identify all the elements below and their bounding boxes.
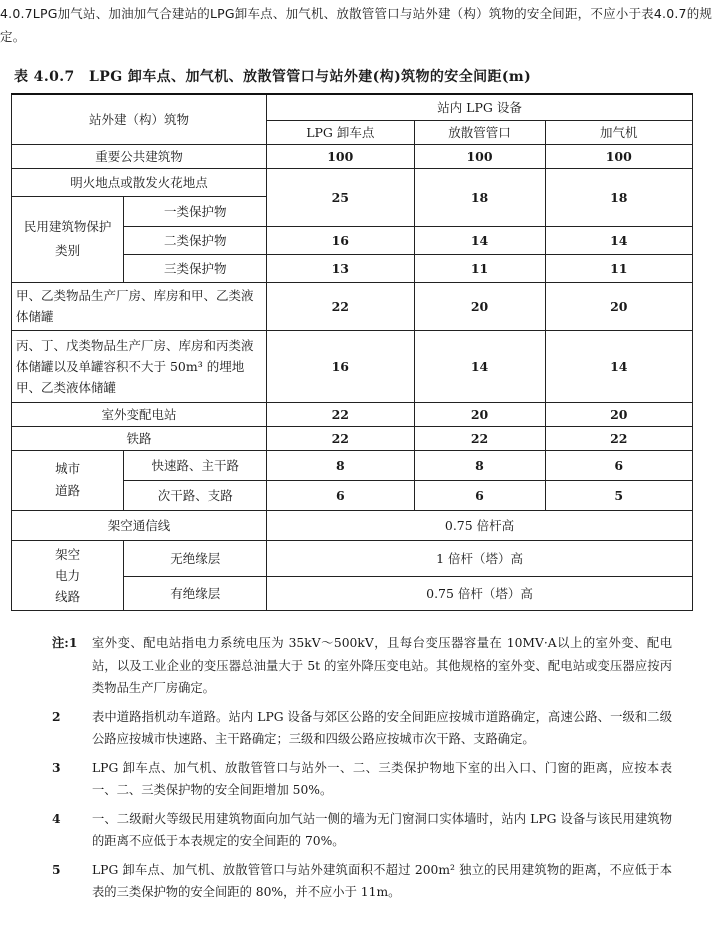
header-col-unloading: LPG 卸车点 bbox=[267, 120, 414, 144]
cell-value: 8 bbox=[414, 450, 545, 480]
note-text: LPG 卸车点、加气机、放散管管口与站外建筑面积不超过 200m² 独立的民用建筑物的距离，不应低于本表的三类保护物的安全间距的 80%，并不应小于 11m。 bbox=[92, 862, 672, 899]
note-text: 一、二级耐火等级民用建筑物面向加气站一侧的墙为无门窗洞口实体墙时，站内 LPG 设备与该民用建筑物的距离不应低于本表规定的安全间距的 70%。 bbox=[92, 811, 672, 848]
table-row bbox=[12, 144, 693, 168]
note-item bbox=[52, 808, 672, 853]
row-label: 铁路 bbox=[12, 426, 267, 450]
cell-value: 14 bbox=[545, 226, 692, 254]
intro-paragraph: 4.0.7LPG加气站、加油加气合建站的LPG卸车点、加气机、放散管管口与站外建（构）筑物的安全间距，不应小于表4.0.7的规定。 bbox=[0, 6, 713, 44]
header-row-label: 站外建（构）筑物 bbox=[12, 94, 267, 144]
row-label: 有绝缘层 bbox=[124, 576, 267, 610]
table-caption: 表 4.0.7 LPG 卸车点、加气机、放散管管口与站外建(构)筑物的安全间距(m) bbox=[14, 69, 532, 85]
note-label: 4 bbox=[52, 810, 61, 826]
cell-value: 20 bbox=[545, 402, 692, 426]
cell-value: 1 倍杆（塔）高 bbox=[267, 540, 693, 576]
cell-value: 25 bbox=[267, 168, 414, 226]
note-item bbox=[52, 859, 672, 904]
cell-value: 20 bbox=[414, 402, 545, 426]
row-group-label: 架空电力线路 bbox=[12, 540, 124, 610]
note-label: 5 bbox=[52, 861, 61, 877]
row-group-label: 民用建筑物保护类别 bbox=[12, 196, 124, 282]
cell-value: 22 bbox=[267, 402, 414, 426]
cell-value: 22 bbox=[267, 426, 414, 450]
header-group: 站内 LPG 设备 bbox=[267, 94, 693, 120]
cell-value: 22 bbox=[267, 282, 414, 330]
note-item bbox=[52, 757, 672, 802]
note-text: LPG 卸车点、加气机、放散管管口与站外一、二、三类保护物地下室的出入口、门窗的距离，应按本表一、二、三类保护物的安全间距增加 50%。 bbox=[92, 760, 672, 797]
cell-value: 16 bbox=[267, 226, 414, 254]
cell-value: 100 bbox=[414, 144, 545, 168]
table-row bbox=[12, 510, 693, 540]
header-col-dispenser: 加气机 bbox=[545, 120, 692, 144]
table-notes bbox=[52, 632, 672, 910]
row-label: 室外变配电站 bbox=[12, 402, 267, 426]
cell-value: 18 bbox=[414, 168, 545, 226]
note-item bbox=[52, 706, 672, 751]
cell-value: 20 bbox=[414, 282, 545, 330]
cell-value: 0.75 倍杆（塔）高 bbox=[267, 576, 693, 610]
note-label: 3 bbox=[52, 759, 61, 775]
cell-value: 14 bbox=[545, 330, 692, 402]
table-row bbox=[12, 168, 693, 196]
row-label: 重要公共建筑物 bbox=[12, 144, 267, 168]
cell-value: 20 bbox=[545, 282, 692, 330]
table-row bbox=[12, 282, 693, 330]
row-label: 无绝缘层 bbox=[124, 540, 267, 576]
header-col-vent: 放散管管口 bbox=[414, 120, 545, 144]
cell-value: 16 bbox=[267, 330, 414, 402]
cell-value: 0.75 倍杆高 bbox=[267, 510, 693, 540]
cell-value: 22 bbox=[414, 426, 545, 450]
cell-value: 5 bbox=[545, 480, 692, 510]
row-label: 二类保护物 bbox=[124, 226, 267, 254]
cell-value: 6 bbox=[267, 480, 414, 510]
row-label: 三类保护物 bbox=[124, 254, 267, 282]
row-label: 次干路、支路 bbox=[124, 480, 267, 510]
table-row bbox=[12, 330, 693, 402]
cell-value: 6 bbox=[545, 450, 692, 480]
cell-value: 14 bbox=[414, 330, 545, 402]
row-label: 快速路、主干路 bbox=[124, 450, 267, 480]
table-row bbox=[12, 450, 693, 480]
cell-value: 100 bbox=[545, 144, 692, 168]
row-label: 一类保护物 bbox=[124, 196, 267, 226]
cell-value: 6 bbox=[414, 480, 545, 510]
note-label: 注:1 bbox=[52, 635, 78, 650]
row-label: 甲、乙类物品生产厂房、库房和甲、乙类液体储罐 bbox=[12, 282, 267, 330]
note-label: 2 bbox=[52, 708, 61, 724]
cell-value: 22 bbox=[545, 426, 692, 450]
cell-value: 100 bbox=[267, 144, 414, 168]
note-item bbox=[52, 632, 672, 700]
table-row bbox=[12, 426, 693, 450]
cell-value: 11 bbox=[414, 254, 545, 282]
note-text: 表中道路指机动车道路。站内 LPG 设备与郊区公路的安全间距应按城市道路确定，高速公路、一级和二级公路应按城市快速路、主干路确定；三级和四级公路应按城市次干路、支路确定。 bbox=[92, 709, 672, 746]
cell-value: 14 bbox=[414, 226, 545, 254]
row-group-label: 城市道路 bbox=[12, 450, 124, 510]
cell-value: 11 bbox=[545, 254, 692, 282]
row-label: 丙、丁、戊类物品生产厂房、库房和丙类液体储罐以及单罐容积不大于 50m³ 的埋地甲、乙类液体储罐 bbox=[12, 330, 267, 402]
safety-distance-table bbox=[11, 93, 693, 611]
row-label: 明火地点或散发火花地点 bbox=[12, 168, 267, 196]
note-text: 室外变、配电站指电力系统电压为 35kV～500kV，且每台变压器容量在 10MV·A以上的室外变、配电站，以及工业企业的变压器总油量大于 5t 的室外降压变电站。其他规格的室外变、配电站或变压器应按丙类物品生产厂房确定。 bbox=[92, 636, 672, 695]
row-label: 架空通信线 bbox=[12, 510, 267, 540]
table-row bbox=[12, 402, 693, 426]
cell-value: 8 bbox=[267, 450, 414, 480]
table-row bbox=[12, 540, 693, 576]
cell-value: 18 bbox=[545, 168, 692, 226]
cell-value: 13 bbox=[267, 254, 414, 282]
